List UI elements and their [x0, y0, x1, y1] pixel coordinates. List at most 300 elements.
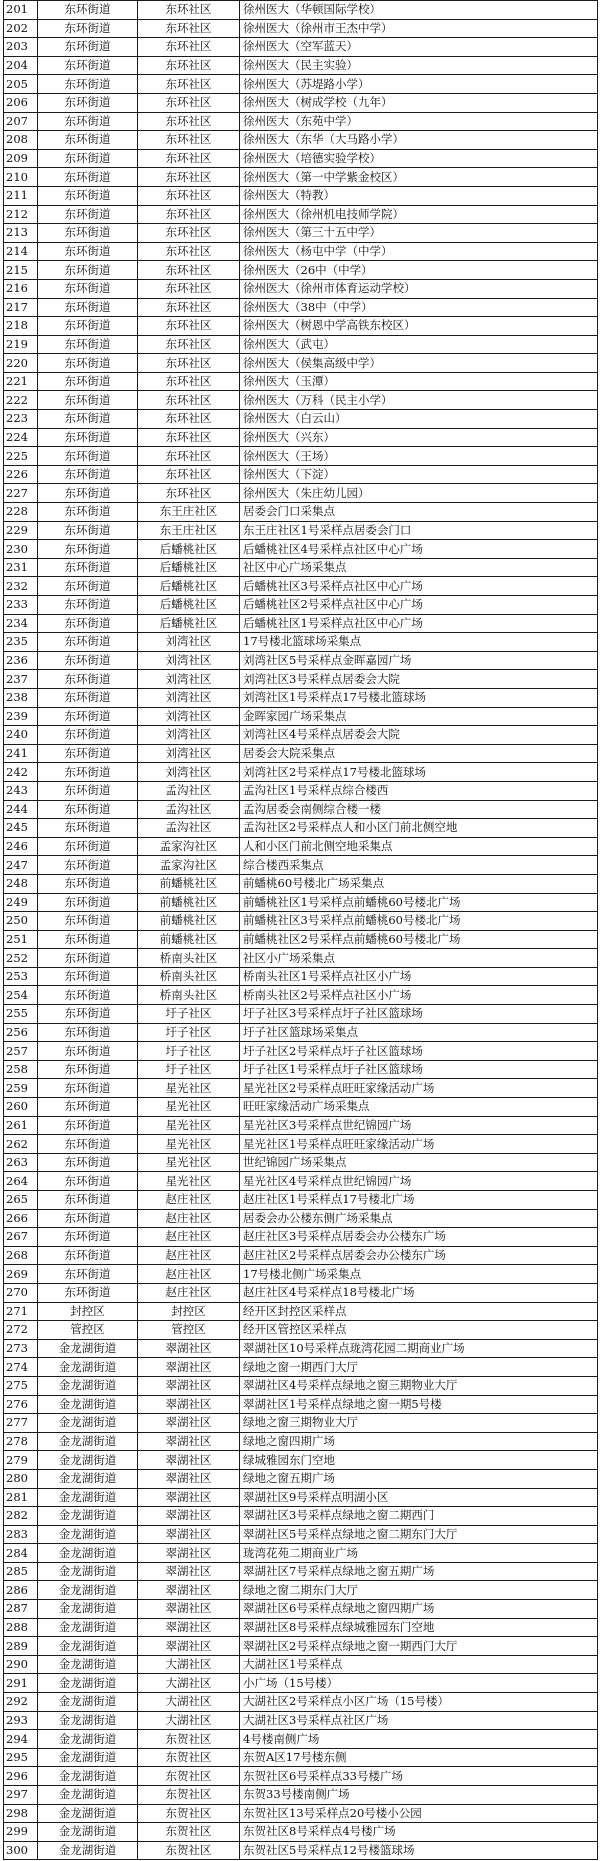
table-row: [4, 1321, 598, 1340]
community-cell: 后蟠桃社区: [138, 577, 240, 596]
sampling-site-cell: 东贺社区6号采样点33号楼广场: [240, 1767, 598, 1786]
sampling-site-cell: 翠湖社区5号采样点绿地之窗二期东门大厅: [240, 1525, 598, 1544]
row-number-cell: 242: [4, 763, 38, 782]
street-cell: 金龙湖街道: [38, 1823, 138, 1842]
row-number-cell: 276: [4, 1395, 38, 1414]
community-cell: 翠湖社区: [138, 1469, 240, 1488]
row-number-cell: 241: [4, 744, 38, 763]
sampling-site-cell: 大湖社区3号采样点社区广场: [240, 1711, 598, 1730]
street-cell: 金龙湖街道: [38, 1600, 138, 1619]
community-cell: 刘湾社区: [138, 744, 240, 763]
street-cell: 东环街道: [38, 261, 138, 280]
community-cell: 东环社区: [138, 112, 240, 131]
row-number-cell: 224: [4, 428, 38, 447]
table-row: [4, 1562, 598, 1581]
table-row: [4, 726, 598, 745]
sampling-site-cell: 旺旺家缘活动广场采集点: [240, 1098, 598, 1117]
sampling-site-cell: 大湖社区1号采样点: [240, 1655, 598, 1674]
sampling-site-cell: 后蟠桃社区1号采样点社区中心广场: [240, 614, 598, 633]
community-cell: 桥南头社区: [138, 967, 240, 986]
sampling-site-cell: 孟沟居委会南侧综合楼一楼: [240, 800, 598, 819]
sampling-site-cell: 经开区管控区采样点: [240, 1321, 598, 1340]
community-cell: 东环社区: [138, 372, 240, 391]
street-cell: 东环街道: [38, 168, 138, 187]
table-row: [4, 1265, 598, 1284]
community-cell: 东环社区: [138, 1, 240, 20]
sampling-site-cell: 徐州医大（武屯）: [240, 335, 598, 354]
table-row: [4, 1581, 598, 1600]
community-cell: 星光社区: [138, 1172, 240, 1191]
community-cell: 赵庄社区: [138, 1283, 240, 1302]
row-number-cell: 231: [4, 558, 38, 577]
row-number-cell: 219: [4, 335, 38, 354]
table-row: [4, 354, 598, 373]
row-number-cell: 269: [4, 1265, 38, 1284]
street-cell: 东环街道: [38, 763, 138, 782]
sampling-site-cell: 孟沟社区1号采样点综合楼西: [240, 781, 598, 800]
street-cell: 东环街道: [38, 410, 138, 429]
row-number-cell: 296: [4, 1767, 38, 1786]
street-cell: 东环街道: [38, 856, 138, 875]
row-number-cell: 254: [4, 986, 38, 1005]
street-cell: 东环街道: [38, 837, 138, 856]
street-cell: 东环街道: [38, 688, 138, 707]
sampling-site-cell: 徐州医大（玉潭）: [240, 372, 598, 391]
sampling-site-cell: 绿地之窗四期广场: [240, 1432, 598, 1451]
table-row: [4, 596, 598, 615]
community-cell: 翠湖社区: [138, 1581, 240, 1600]
table-row: [4, 1414, 598, 1433]
row-number-cell: 294: [4, 1730, 38, 1749]
community-cell: 东环社区: [138, 447, 240, 466]
street-cell: 金龙湖街道: [38, 1655, 138, 1674]
row-number-cell: 227: [4, 484, 38, 503]
table-row: [4, 1544, 598, 1563]
sampling-site-cell: 赵庄社区2号采样点居委会办公楼东广场: [240, 1246, 598, 1265]
sampling-site-cell: 孟沟社区2号采样点人和小区门前北侧空地: [240, 819, 598, 838]
row-number-cell: 261: [4, 1116, 38, 1135]
street-cell: 东环街道: [38, 651, 138, 670]
community-cell: 东贺社区: [138, 1841, 240, 1860]
row-number-cell: 274: [4, 1358, 38, 1377]
table-row: [4, 93, 598, 112]
table-row: [4, 410, 598, 429]
row-number-cell: 270: [4, 1283, 38, 1302]
sampling-site-cell: 前蟠桃社区3号采样点前蟠桃60号楼北广场: [240, 912, 598, 931]
street-cell: 东环街道: [38, 596, 138, 615]
street-cell: 东环街道: [38, 744, 138, 763]
table-row: [4, 1, 598, 20]
table-row: [4, 1283, 598, 1302]
table-row: [4, 1432, 598, 1451]
table-row: [4, 1209, 598, 1228]
community-cell: 大湖社区: [138, 1655, 240, 1674]
table-row: [4, 1228, 598, 1247]
sampling-site-cell: 徐州医大（王场）: [240, 447, 598, 466]
street-cell: 东环街道: [38, 391, 138, 410]
street-cell: 东环街道: [38, 1023, 138, 1042]
row-number-cell: 279: [4, 1451, 38, 1470]
street-cell: 金龙湖街道: [38, 1469, 138, 1488]
sampling-site-cell: 徐州医大（朱庄幼儿园）: [240, 484, 598, 503]
sampling-site-cell: 后蟠桃社区3号采样点社区中心广场: [240, 577, 598, 596]
row-number-cell: 297: [4, 1786, 38, 1805]
street-cell: 东环街道: [38, 986, 138, 1005]
street-cell: 金龙湖街道: [38, 1786, 138, 1805]
table-row: [4, 224, 598, 243]
community-cell: 前蟠桃社区: [138, 930, 240, 949]
street-cell: 东环街道: [38, 38, 138, 57]
sampling-site-cell: 翠湖社区2号采样点绿地之窗一期西门大厅: [240, 1637, 598, 1656]
row-number-cell: 268: [4, 1246, 38, 1265]
table-row: [4, 1488, 598, 1507]
table-row: [4, 651, 598, 670]
street-cell: 东环街道: [38, 819, 138, 838]
row-number-cell: 256: [4, 1023, 38, 1042]
table-row: [4, 131, 598, 150]
street-cell: 金龙湖街道: [38, 1693, 138, 1712]
row-number-cell: 212: [4, 205, 38, 224]
table-row: [4, 1098, 598, 1117]
row-number-cell: 214: [4, 242, 38, 261]
sampling-site-cell: 绿地之窗三期物业大厅: [240, 1414, 598, 1433]
community-cell: 前蟠桃社区: [138, 874, 240, 893]
community-cell: 东环社区: [138, 75, 240, 94]
community-cell: 赵庄社区: [138, 1246, 240, 1265]
street-cell: 金龙湖街道: [38, 1525, 138, 1544]
sampling-site-cell: 徐州医大（华顿国际学校）: [240, 1, 598, 20]
table-row: [4, 874, 598, 893]
street-cell: 东环街道: [38, 1228, 138, 1247]
table-row: [4, 688, 598, 707]
sampling-site-cell: 前蟠桃60号楼北广场采集点: [240, 874, 598, 893]
row-number-cell: 287: [4, 1600, 38, 1619]
community-cell: 东环社区: [138, 484, 240, 503]
row-number-cell: 283: [4, 1525, 38, 1544]
row-number-cell: 204: [4, 56, 38, 75]
table-row: [4, 391, 598, 410]
community-cell: 大湖社区: [138, 1711, 240, 1730]
community-cell: 翠湖社区: [138, 1432, 240, 1451]
community-cell: 东环社区: [138, 205, 240, 224]
street-cell: 东环街道: [38, 1, 138, 20]
street-cell: 东环街道: [38, 1042, 138, 1061]
row-number-cell: 229: [4, 521, 38, 540]
street-cell: 东环街道: [38, 540, 138, 559]
row-number-cell: 277: [4, 1414, 38, 1433]
row-number-cell: 265: [4, 1191, 38, 1210]
row-number-cell: 222: [4, 391, 38, 410]
table-row: [4, 1135, 598, 1154]
table-row: [4, 1748, 598, 1767]
row-number-cell: 293: [4, 1711, 38, 1730]
community-cell: 赵庄社区: [138, 1228, 240, 1247]
sampling-site-cell: 徐州医大（特教）: [240, 186, 598, 205]
sampling-site-cell: 居委会办公楼东侧广场采集点: [240, 1209, 598, 1228]
table-row: [4, 1711, 598, 1730]
row-number-cell: 284: [4, 1544, 38, 1563]
sampling-site-cell: 星光社区1号采样点旺旺家缘活动广场: [240, 1135, 598, 1154]
street-cell: 东环街道: [38, 930, 138, 949]
street-cell: 东环街道: [38, 19, 138, 38]
street-cell: 金龙湖街道: [38, 1730, 138, 1749]
sampling-site-cell: 东贺33号楼南侧广场: [240, 1786, 598, 1805]
row-number-cell: 278: [4, 1432, 38, 1451]
sampling-site-cell: 绿地之窗五期广场: [240, 1469, 598, 1488]
row-number-cell: 295: [4, 1748, 38, 1767]
sampling-site-cell: 赵庄社区1号采样点17号楼北广场: [240, 1191, 598, 1210]
community-cell: 后蟠桃社区: [138, 540, 240, 559]
sampling-site-cell: 圩子社区2号采样点圩子社区篮球场: [240, 1042, 598, 1061]
sampling-site-cell: 后蟠桃社区2号采样点社区中心广场: [240, 596, 598, 615]
row-number-cell: 258: [4, 1060, 38, 1079]
community-cell: 东环社区: [138, 93, 240, 112]
sampling-site-cell: 徐州医大（东华（大马路小学）: [240, 131, 598, 150]
sampling-site-cell: 赵庄社区3号采样点居委会办公楼东广场: [240, 1228, 598, 1247]
street-cell: 东环街道: [38, 1060, 138, 1079]
sampling-site-cell: 翠湖社区3号采样点绿地之窗二期西门: [240, 1507, 598, 1526]
row-number-cell: 264: [4, 1172, 38, 1191]
row-number-cell: 262: [4, 1135, 38, 1154]
community-cell: 孟家沟社区: [138, 837, 240, 856]
sampling-site-cell: 绿城雅园东门空地: [240, 1451, 598, 1470]
table-row: [4, 1116, 598, 1135]
table-row: [4, 781, 598, 800]
sampling-site-cell: 徐州医大（民主实验）: [240, 56, 598, 75]
sampling-site-cell: 后蟠桃社区4号采样点社区中心广场: [240, 540, 598, 559]
table-row: [4, 707, 598, 726]
sampling-site-cell: 徐州医大（徐州市体育运动学校）: [240, 279, 598, 298]
sampling-site-cell: 徐州医大（兴东）: [240, 428, 598, 447]
sampling-site-cell: 徐州医大（徐州机电技师学院）: [240, 205, 598, 224]
row-number-cell: 235: [4, 633, 38, 652]
community-cell: 翠湖社区: [138, 1376, 240, 1395]
sampling-site-cell: 世纪锦园广场采集点: [240, 1153, 598, 1172]
row-number-cell: 225: [4, 447, 38, 466]
community-cell: 刘湾社区: [138, 726, 240, 745]
sampling-site-table: [3, 0, 598, 1860]
table-row: [4, 819, 598, 838]
sampling-site-cell: 徐州医大（东苑中学）: [240, 112, 598, 131]
table-row: [4, 317, 598, 336]
sampling-site-cell: 徐州医大（杨屯中学（中学）: [240, 242, 598, 261]
community-cell: 刘湾社区: [138, 763, 240, 782]
community-cell: 东贺社区: [138, 1823, 240, 1842]
community-cell: 刘湾社区: [138, 651, 240, 670]
row-number-cell: 257: [4, 1042, 38, 1061]
table-row: [4, 912, 598, 931]
street-cell: 东环街道: [38, 447, 138, 466]
community-cell: 东贺社区: [138, 1767, 240, 1786]
table-row: [4, 1191, 598, 1210]
community-cell: 翠湖社区: [138, 1358, 240, 1377]
community-cell: 翠湖社区: [138, 1488, 240, 1507]
table-row: [4, 633, 598, 652]
community-cell: 东环社区: [138, 242, 240, 261]
row-number-cell: 243: [4, 781, 38, 800]
community-cell: 东环社区: [138, 391, 240, 410]
sampling-site-cell: 徐州医大（树成学校（九年）: [240, 93, 598, 112]
table-row: [4, 1060, 598, 1079]
row-number-cell: 210: [4, 168, 38, 187]
street-cell: 封控区: [38, 1302, 138, 1321]
row-number-cell: 209: [4, 149, 38, 168]
street-cell: 东环街道: [38, 242, 138, 261]
street-cell: 东环街道: [38, 707, 138, 726]
table-row: [4, 298, 598, 317]
street-cell: 东环街道: [38, 1172, 138, 1191]
table-row: [4, 1786, 598, 1805]
community-cell: 刘湾社区: [138, 670, 240, 689]
row-number-cell: 232: [4, 577, 38, 596]
row-number-cell: 236: [4, 651, 38, 670]
sampling-site-cell: 徐州医大（侯集高级中学）: [240, 354, 598, 373]
table-row: [4, 1618, 598, 1637]
street-cell: 金龙湖街道: [38, 1339, 138, 1358]
row-number-cell: 239: [4, 707, 38, 726]
street-cell: 东环街道: [38, 1153, 138, 1172]
table-row: [4, 242, 598, 261]
community-cell: 桥南头社区: [138, 986, 240, 1005]
street-cell: 东环街道: [38, 1283, 138, 1302]
row-number-cell: 280: [4, 1469, 38, 1488]
sampling-site-cell: 徐州医大（第一中学紫金校区）: [240, 168, 598, 187]
community-cell: 东环社区: [138, 317, 240, 336]
table-row: [4, 1767, 598, 1786]
sampling-site-cell: 徐州医大（38中（中学）: [240, 298, 598, 317]
row-number-cell: 255: [4, 1005, 38, 1024]
table-row: [4, 168, 598, 187]
table-row: [4, 744, 598, 763]
community-cell: 翠湖社区: [138, 1395, 240, 1414]
sampling-site-cell: 东贺A区17号楼东侧: [240, 1748, 598, 1767]
community-cell: 前蟠桃社区: [138, 912, 240, 931]
sampling-site-cell: 徐州医大（徐州市王杰中学）: [240, 19, 598, 38]
row-number-cell: 271: [4, 1302, 38, 1321]
table-row: [4, 503, 598, 522]
community-cell: 孟家沟社区: [138, 856, 240, 875]
community-cell: 孟沟社区: [138, 819, 240, 838]
street-cell: 金龙湖街道: [38, 1711, 138, 1730]
street-cell: 金龙湖街道: [38, 1544, 138, 1563]
row-number-cell: 298: [4, 1804, 38, 1823]
sampling-site-cell: 桥南头社区2号采样点社区小广场: [240, 986, 598, 1005]
street-cell: 东环街道: [38, 372, 138, 391]
table-row: [4, 1246, 598, 1265]
sampling-site-cell: 徐州医大（万科（民主小学）: [240, 391, 598, 410]
community-cell: 东环社区: [138, 19, 240, 38]
street-cell: 东环街道: [38, 298, 138, 317]
row-number-cell: 213: [4, 224, 38, 243]
community-cell: 东环社区: [138, 261, 240, 280]
row-number-cell: 244: [4, 800, 38, 819]
community-cell: 桥南头社区: [138, 949, 240, 968]
street-cell: 东环街道: [38, 1079, 138, 1098]
row-number-cell: 289: [4, 1637, 38, 1656]
row-number-cell: 248: [4, 874, 38, 893]
street-cell: 东环街道: [38, 131, 138, 150]
street-cell: 东环街道: [38, 1191, 138, 1210]
table-row: [4, 967, 598, 986]
community-cell: 大湖社区: [138, 1674, 240, 1693]
row-number-cell: 290: [4, 1655, 38, 1674]
street-cell: 东环街道: [38, 279, 138, 298]
sampling-site-cell: 4号楼南侧广场: [240, 1730, 598, 1749]
street-cell: 东环街道: [38, 967, 138, 986]
table-row: [4, 75, 598, 94]
sampling-site-cell: 翠湖社区8号采样点绿城雅园东门空地: [240, 1618, 598, 1637]
street-cell: 金龙湖街道: [38, 1637, 138, 1656]
street-cell: 金龙湖街道: [38, 1748, 138, 1767]
row-number-cell: 211: [4, 186, 38, 205]
community-cell: 刘湾社区: [138, 688, 240, 707]
sampling-site-cell: 徐州医大（树恩中学高铁东校区）: [240, 317, 598, 336]
community-cell: 东环社区: [138, 168, 240, 187]
street-cell: 金龙湖街道: [38, 1414, 138, 1433]
sampling-site-cell: 徐州医大（培德实验学校）: [240, 149, 598, 168]
street-cell: 东环街道: [38, 186, 138, 205]
street-cell: 东环街道: [38, 465, 138, 484]
community-cell: 后蟠桃社区: [138, 614, 240, 633]
table-row: [4, 56, 598, 75]
sampling-site-cell: 翠湖社区9号采样点明湖小区: [240, 1488, 598, 1507]
street-cell: 金龙湖街道: [38, 1841, 138, 1860]
street-cell: 金龙湖街道: [38, 1674, 138, 1693]
community-cell: 翠湖社区: [138, 1544, 240, 1563]
sampling-site-cell: 金晖家园广场采集点: [240, 707, 598, 726]
community-cell: 星光社区: [138, 1079, 240, 1098]
sampling-site-cell: 星光社区3号采样点世纪锦园广场: [240, 1116, 598, 1135]
street-cell: 金龙湖街道: [38, 1618, 138, 1637]
sampling-site-cell: 社区小广场采集点: [240, 949, 598, 968]
community-cell: 圩子社区: [138, 1023, 240, 1042]
table-row: [4, 38, 598, 57]
row-number-cell: 266: [4, 1209, 38, 1228]
street-cell: 金龙湖街道: [38, 1432, 138, 1451]
table-row: [4, 484, 598, 503]
community-cell: 刘湾社区: [138, 633, 240, 652]
row-number-cell: 292: [4, 1693, 38, 1712]
row-number-cell: 273: [4, 1339, 38, 1358]
row-number-cell: 205: [4, 75, 38, 94]
community-cell: 东环社区: [138, 149, 240, 168]
street-cell: 东环街道: [38, 224, 138, 243]
community-cell: 赵庄社区: [138, 1191, 240, 1210]
table-row: [4, 540, 598, 559]
table-row: [4, 112, 598, 131]
table-row: [4, 614, 598, 633]
row-number-cell: 233: [4, 596, 38, 615]
community-cell: 圩子社区: [138, 1042, 240, 1061]
street-cell: 金龙湖街道: [38, 1507, 138, 1526]
street-cell: 东环街道: [38, 1209, 138, 1228]
table-row: [4, 186, 598, 205]
street-cell: 东环街道: [38, 317, 138, 336]
table-row: [4, 1172, 598, 1191]
row-number-cell: 282: [4, 1507, 38, 1526]
community-cell: 大湖社区: [138, 1693, 240, 1712]
sampling-site-cell: 刘湾社区5号采样点金晖嘉园广场: [240, 651, 598, 670]
sampling-site-cell: 东王庄社区1号采样点居委会门口: [240, 521, 598, 540]
community-cell: 后蟠桃社区: [138, 558, 240, 577]
row-number-cell: 247: [4, 856, 38, 875]
table-row: [4, 447, 598, 466]
table-row: [4, 1674, 598, 1693]
row-number-cell: 300: [4, 1841, 38, 1860]
street-cell: 东环街道: [38, 484, 138, 503]
community-cell: 孟沟社区: [138, 800, 240, 819]
table-row: [4, 1451, 598, 1470]
